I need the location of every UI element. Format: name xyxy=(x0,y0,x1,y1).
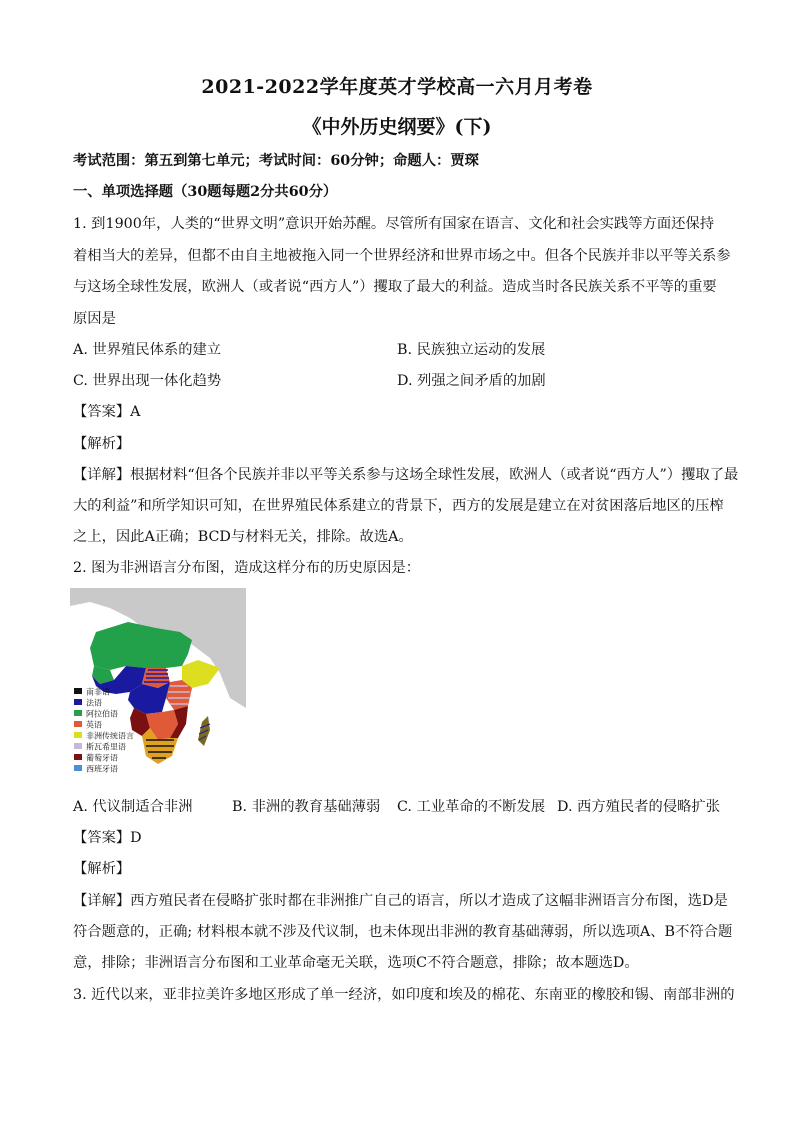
q1-stem-line: 着相当大的差异，但都不由自主地被拖入同一个世界经济和世界市场之中。但各个民族并非以平等关系参 xyxy=(73,248,731,264)
legend-swatch xyxy=(74,721,82,727)
q1-option-b: B. 民族独立运动的发展 xyxy=(397,342,546,358)
q2-answer: 【答案】D xyxy=(73,830,142,846)
q1-detail-line: 【详解】根据材料“但各个民族并非以平等关系参与这场全球性发展，欧洲人（或者说“西方人”）攫取了最 xyxy=(73,467,739,483)
q2-option-a: A. 代议制适合非洲 xyxy=(73,799,193,815)
q1-stem-line: 1. 到1900年，人类的“世界文明”意识开始苏醒。尽管所有国家在语言、文化和社会实践等方面还保持 xyxy=(73,216,715,232)
legend-swatch xyxy=(74,754,82,760)
legend-swatch xyxy=(74,732,82,738)
legend-swatch xyxy=(74,699,82,705)
legend-swatch xyxy=(74,765,82,771)
q1-analysis-label: 【解析】 xyxy=(73,436,131,452)
legend-swatch xyxy=(74,688,82,694)
q1-option-c: C. 世界出现一体化趋势 xyxy=(73,373,222,389)
legend-label: 阿拉伯语 xyxy=(86,709,118,719)
legend-label: 南非语 xyxy=(86,687,110,697)
q1-stem-line: 原因是 xyxy=(73,311,116,327)
africa-language-map xyxy=(70,588,246,778)
legend-swatch xyxy=(74,743,82,749)
legend-label: 英语 xyxy=(86,720,102,730)
q1-detail-line: 大的利益”和所学知识可知，在世界殖民体系建立的背景下，西方的发展是建立在对贫困落后地区的压榨 xyxy=(73,498,724,514)
legend-label: 葡萄牙语 xyxy=(86,753,118,763)
exam-subtitle: 《中外历史纲要》(下) xyxy=(302,116,492,138)
q2-detail-line: 符合题意的，正确; 材料根本就不涉及代议制，也未体现出非洲的教育基础薄弱，所以选项A、B不符合题 xyxy=(73,924,733,940)
section-heading: 一、单项选择题（30题每题2分共60分） xyxy=(73,184,338,200)
exam-info: 考试范围：第五到第七单元；考试时间：60分钟；命题人：贾琛 xyxy=(73,153,479,169)
q2-stem: 2. 图为非洲语言分布图，造成这样分布的历史原因是： xyxy=(73,560,421,576)
q2-detail-line: 【详解】西方殖民者在侵略扩张时都在非洲推广自己的语言，所以才造成了这幅非洲语言分布图，选D是 xyxy=(73,893,728,909)
q2-option-b: B. 非洲的教育基础薄弱 xyxy=(232,799,381,815)
legend-swatch xyxy=(74,710,82,716)
legend-label: 非洲传统语言 xyxy=(86,731,134,741)
legend-label: 法语 xyxy=(86,698,102,708)
q2-analysis-label: 【解析】 xyxy=(73,861,131,877)
q1-detail-line: 之上，因此A正确；BCD与材料无关，排除。故选A。 xyxy=(73,529,413,545)
q1-option-a: A. 世界殖民体系的建立 xyxy=(73,342,222,358)
legend-label: 斯瓦希里语 xyxy=(86,742,126,752)
q2-option-d: D. 西方殖民者的侵略扩张 xyxy=(557,799,721,815)
q2-detail-line: 意，排除；非洲语言分布图和工业革命毫无关联，选项C不符合题意，排除；故本题选D。 xyxy=(73,955,639,971)
q2-option-c: C. 工业革命的不断发展 xyxy=(397,799,546,815)
q3-stem: 3. 近代以来，亚非拉美许多地区形成了单一经济，如印度和埃及的棉花、东南亚的橡胶和锡、南部非洲的 xyxy=(73,987,735,1003)
q1-answer: 【答案】A xyxy=(73,404,141,420)
exam-title: 2021-2022学年度英才学校高一六月月考卷 xyxy=(201,76,593,98)
q1-stem-line: 与这场全球性发展，欧洲人（或者说“西方人”）攫取了最大的利益。造成当时各民族关系不平等的重要 xyxy=(73,279,717,295)
q1-option-d: D. 列强之间矛盾的加剧 xyxy=(397,373,546,389)
legend-label: 西班牙语 xyxy=(86,764,118,774)
